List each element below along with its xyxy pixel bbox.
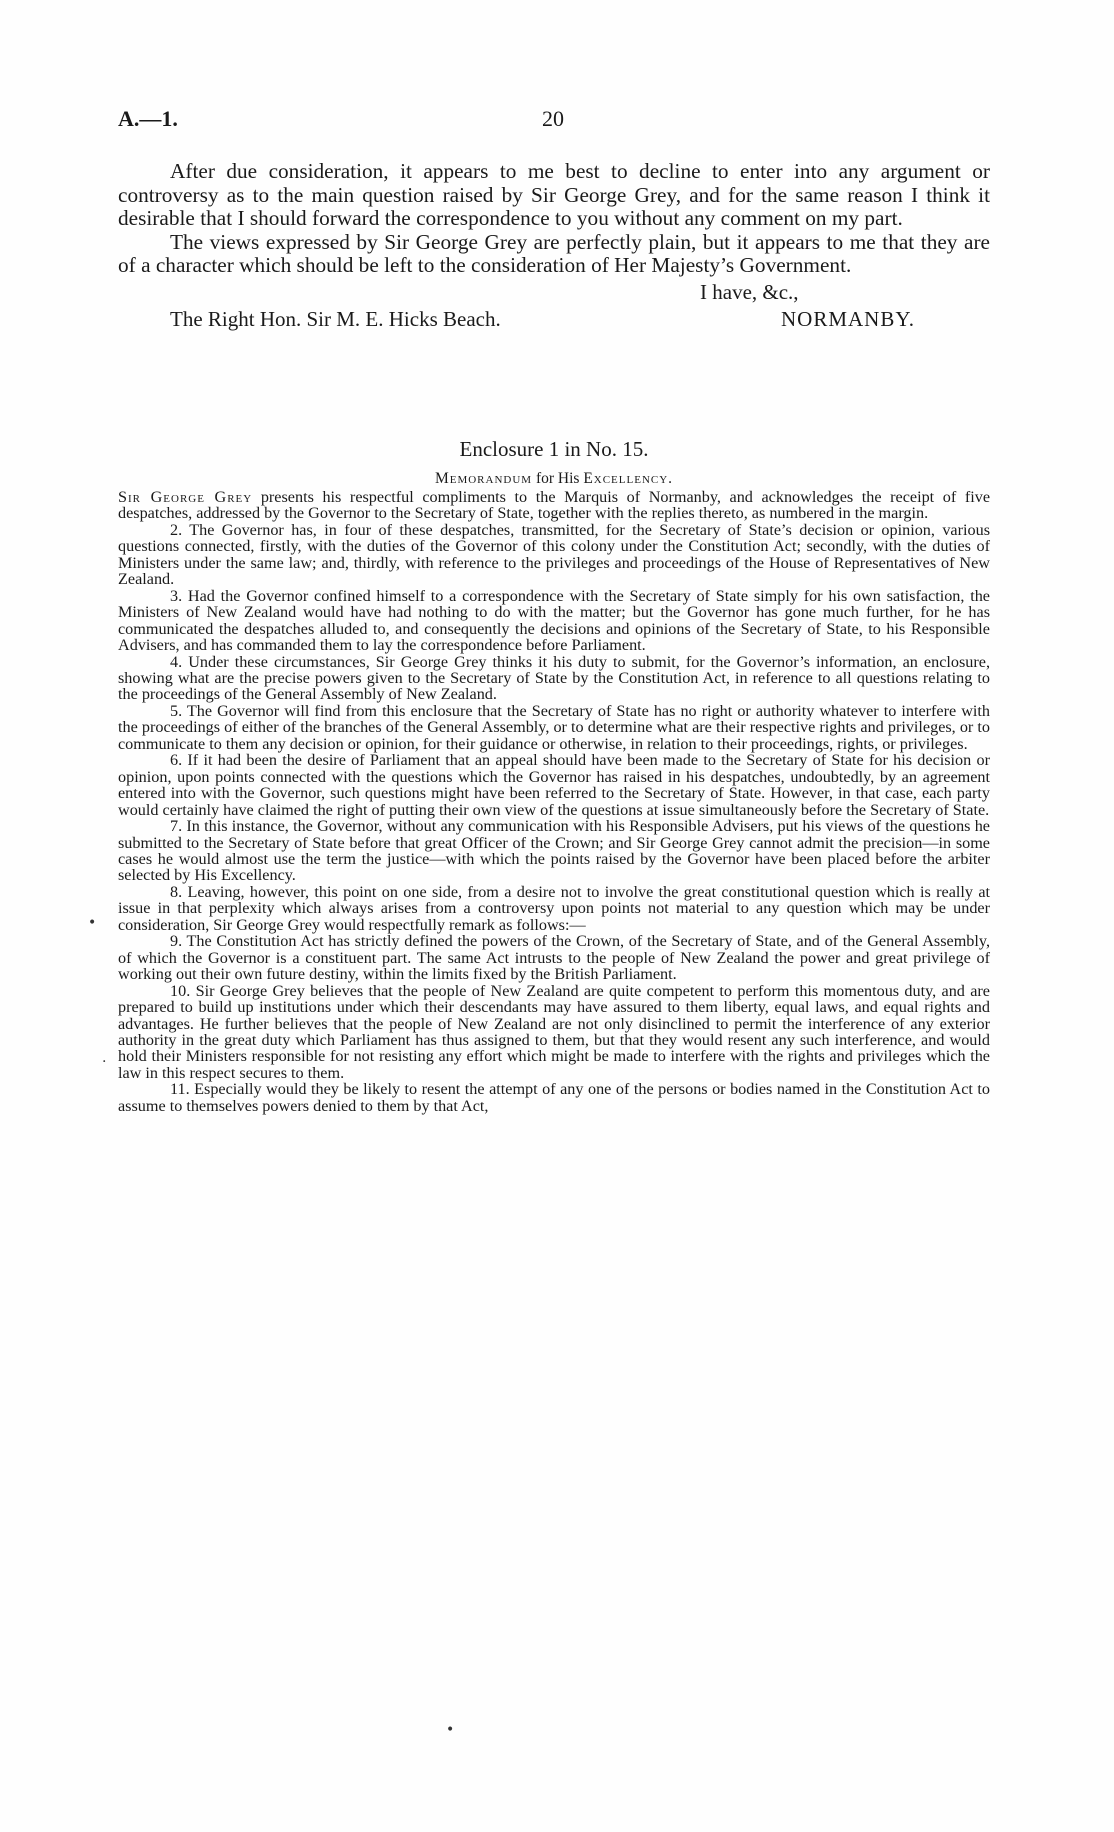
- margin-mark: •: [88, 915, 97, 931]
- memo-title-word: Excellency.: [583, 470, 674, 487]
- page-number: 20: [542, 106, 564, 131]
- memo-paragraph: 2. The Governor has, in four of these despatches, transmitted, for the Secretary of State’s decision or opinion, various questions connected, firstly, with the duties of the Governor of this colony under the Constitution Act; secondly, with the duties of Ministers under the same law; and, thirdly, with reference to the privileges and proceedings of the House of Representatives of New Zealand.: [118, 520, 990, 589]
- margin-mark: .: [102, 1050, 107, 1066]
- memorandum-body: [118, 489, 990, 1114]
- letter-paragraph: The views expressed by Sir George Grey are perfectly plain, but it appears to me that they are of a character which should be left to the consideration of Her Majesty’s Government.: [118, 229, 990, 277]
- memo-paragraph: 9. The Constitution Act has strictly defined the powers of the Crown, of the Secretary of State, and of the General Assembly, of which the Governor is a constituent part. The same Act intrusts to the people of New Zealand the power and great privilege of working out their own future destiny, within the limits fixed by the British Parliament.: [118, 932, 990, 984]
- memo-paragraph: 7. In this instance, the Governor, without any communication with his Responsible Advisers, put his views of the questions he submitted to the Secretary of State before that great Officer of the Crown; and Sir George Grey cannot admit the precision—in some cases he would almost use the term the justice—with which the points raised by the Governor have been placed before the arbiter selected by His Excellency.: [118, 817, 990, 885]
- memo-lead-name: Sir George Grey: [118, 488, 253, 506]
- page-mark: •: [446, 1722, 455, 1738]
- letter-signature-block: [118, 280, 990, 332]
- document-reference: A.—1.: [118, 106, 178, 131]
- memorandum-title: [118, 470, 990, 488]
- memo-paragraph: 10. Sir George Grey believes that the people of New Zealand are quite competent to perform this momentous duty, and are prepared to build up institutions under which their descendants may have assured to them liberty, equal laws, and equal rights and advantages. He further believes that the people of New Zealand are not only disinclined to permit the interference of any exterior authority in the great duty which Parliament has thus assigned to them, but that they would resent any such interference, and would hold their Ministers responsible for not resisting any effort which might be made to interfere with the rights and privileges which the law in this respect secures to them.: [118, 981, 990, 1082]
- memo-paragraph: 11. Especially would they be likely to resent the attempt of any one of the persons or bodies named in the Constitution Act to assume to themselves powers denied to them by that Act,: [118, 1080, 990, 1115]
- memo-paragraph: 8. Leaving, however, this point on one side, from a desire not to involve the great constitutional question which is really at issue in that perplexity which always arises from a controversy upon points not material to any question which may be under consideration, Sir George Grey would respectfully remark as follows:—: [118, 882, 990, 934]
- letter-paragraph: After due consideration, it appears to me best to decline to enter into any argument or controversy as to the main question raised by Sir George Grey, and for the same reason I think it desirable that I should forward the correspondence to you without any comment on my part.: [118, 159, 990, 230]
- memo-paragraph: [118, 489, 990, 522]
- memo-paragraph: 5. The Governor will find from this enclosure that the Secretary of State has no right or authority whatever to interfere with the proceedings of either of the branches of the General Assembly, or to determine what are their respective rights and privileges, or to communicate to them any decision or opinion, for their guidance or otherwise, in relation to their proceedings, rights, or privileges.: [118, 701, 990, 753]
- memo-title-word: Memorandum: [434, 470, 533, 487]
- memo-paragraph-text: presents his respectful compliments to the Marquis of Normanby, and acknowledges the receipt of five despatches, addressed by the Governor to the Secretary of State, together with the replies thereto, as numbered in the margin.: [118, 488, 991, 523]
- memo-title-word: for His: [535, 470, 580, 487]
- letter-body: [118, 160, 990, 332]
- memo-paragraph: 4. Under these circumstances, Sir George Grey thinks it his duty to submit, for the Governor’s information, an enclosure, showing what are the precise powers given to the Secretary of State by the Constitution Act, in reference to all questions relating to the proceedings of the General Assembly of New Zealand.: [118, 652, 990, 704]
- letter-addressee: The Right Hon. Sir M. E. Hicks Beach.: [170, 306, 501, 331]
- letter-signer: NORMANBY.: [781, 306, 916, 331]
- enclosure-heading: Enclosure 1 in No. 15.: [459, 437, 649, 461]
- memo-paragraph: 6. If it had been the desire of Parliament that an appeal should have been made to the Secretary of State for his decision or opinion, upon points connected with the questions which the Governor has raised in his despatches, undoubtedly, by an agreement entered into with the Governor, such questions might have been referred to the Secretary of State. However, in that case, each party would certainly have claimed the right of putting their own view of the questions at issue simultaneously before the Secretary of State.: [118, 751, 990, 819]
- page-header: [118, 106, 988, 140]
- memo-paragraph: 3. Had the Governor confined himself to a correspondence with the Secretary of State simply for his own satisfaction, the Ministers of New Zealand would have had nothing to do with the matter; but the Governor has gone much further, for he has communicated the despatches alluded to, and consequently the decisions and opinions of the Secretary of State, to his Responsible Advisers, and has commanded them to lay the correspondence before Parliament.: [118, 586, 990, 655]
- letter-closing: I have, &c.,: [700, 279, 799, 304]
